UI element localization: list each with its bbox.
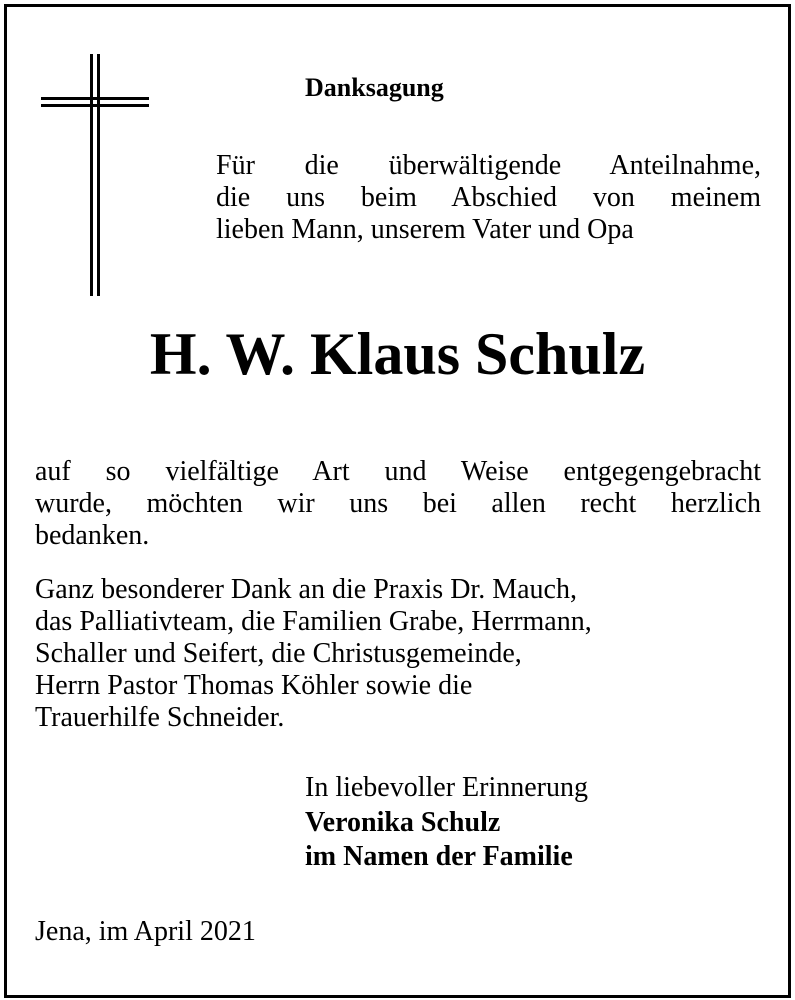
paragraph-line: bedanken. bbox=[35, 520, 150, 551]
paragraph-line: wurde, möchten wir uns bei allen recht herzlich bbox=[35, 488, 761, 519]
signature-family: im Namen der Familie bbox=[305, 841, 573, 872]
special-thanks-paragraph bbox=[35, 574, 761, 734]
signature-name: Veronika Schulz bbox=[305, 807, 501, 838]
notice-heading: Danksagung bbox=[305, 73, 444, 102]
deceased-name: H. W. Klaus Schulz bbox=[149, 321, 646, 387]
intro-line: die uns beim Abschied von meinem bbox=[216, 182, 761, 213]
closing-block bbox=[305, 770, 588, 874]
paragraph-line: auf so vielfältige Art und Weise entgegengebracht bbox=[35, 456, 761, 487]
paragraph-line: Herrn Pastor Thomas Köhler sowie die bbox=[35, 670, 473, 701]
intro-line: lieben Mann, unserem Vater und Opa bbox=[216, 214, 634, 245]
paragraph-line: Schaller und Seifert, die Christusgemeinde, bbox=[35, 638, 522, 669]
paragraph-line: Trauerhilfe Schneider. bbox=[35, 702, 285, 733]
place-date: Jena, im April 2021 bbox=[35, 916, 256, 947]
intro-line: Für die überwältigende Anteilnahme, bbox=[216, 150, 761, 181]
paragraph-line: Ganz besonderer Dank an die Praxis Dr. Mauch, bbox=[35, 574, 577, 605]
paragraph-line: das Palliativteam, die Familien Grabe, Herrmann, bbox=[35, 606, 592, 637]
closing-phrase: In liebevoller Erinnerung bbox=[305, 772, 589, 803]
intro-text bbox=[216, 150, 761, 246]
cross-icon bbox=[41, 54, 149, 296]
gratitude-paragraph bbox=[35, 456, 761, 552]
